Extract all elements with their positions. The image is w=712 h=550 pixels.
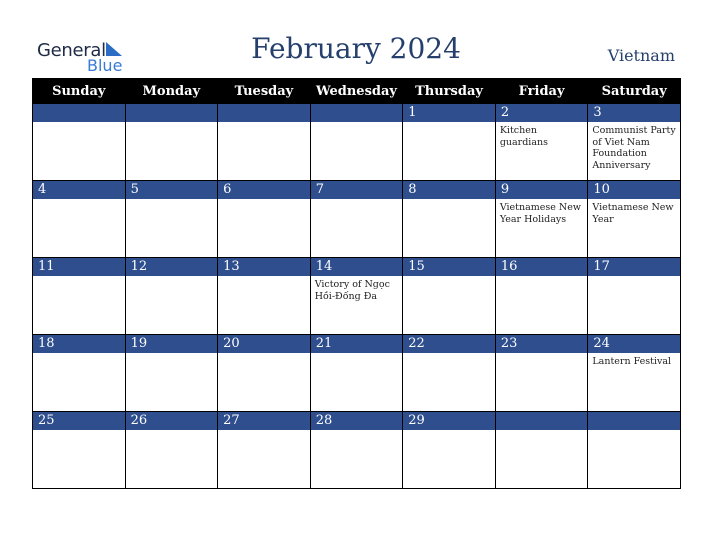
day-number: 21 <box>311 335 403 353</box>
day-number: 20 <box>218 335 310 353</box>
day-cell <box>310 258 403 335</box>
day-number <box>218 104 310 122</box>
holiday-event <box>311 430 403 488</box>
day-number: 24 <box>588 335 680 353</box>
day-number <box>588 412 680 430</box>
holiday-event: Kitchen guardians <box>499 125 548 148</box>
holiday-event: Vietnamese New Year Holidays <box>499 202 581 225</box>
holiday-event <box>126 353 218 411</box>
holiday-event <box>33 430 125 488</box>
holiday-event <box>496 430 588 488</box>
day-cell <box>403 258 496 335</box>
day-number <box>311 104 403 122</box>
weekday-tuesday: Tuesday <box>218 79 311 104</box>
day-number: 6 <box>218 181 310 199</box>
page-title: February 2024 <box>251 32 461 65</box>
day-number: 13 <box>218 258 310 276</box>
day-number: 18 <box>33 335 125 353</box>
holiday-event <box>588 430 680 488</box>
holiday-event <box>311 199 403 257</box>
day-number: 3 <box>588 104 680 122</box>
holiday-event <box>496 276 588 334</box>
holiday-event <box>33 199 125 257</box>
holiday-event: Communist Party of Viet Nam Foundation Anniversary <box>592 125 676 171</box>
holiday-event: Vietnamese New Year <box>592 202 674 225</box>
day-number: 9 <box>496 181 588 199</box>
holiday-event <box>218 353 310 411</box>
day-cell <box>403 412 496 489</box>
day-cell <box>495 258 588 335</box>
holiday-event <box>403 276 495 334</box>
day-cell <box>218 412 311 489</box>
day-number: 4 <box>33 181 125 199</box>
day-cell <box>310 104 403 181</box>
day-cell <box>403 104 496 181</box>
day-cell <box>218 258 311 335</box>
day-cell <box>495 412 588 489</box>
holiday-event <box>218 430 310 488</box>
holiday-event <box>126 276 218 334</box>
week-row <box>33 412 681 489</box>
holiday-event <box>403 199 495 257</box>
day-cell <box>495 181 588 258</box>
day-number: 27 <box>218 412 310 430</box>
day-cell <box>33 335 126 412</box>
day-number <box>126 104 218 122</box>
logo-text-general: General <box>37 40 106 61</box>
weekday-monday: Monday <box>125 79 218 104</box>
holiday-event <box>403 122 495 180</box>
day-cell <box>588 258 681 335</box>
day-cell <box>33 104 126 181</box>
day-cell <box>125 412 218 489</box>
day-number: 25 <box>33 412 125 430</box>
holiday-event <box>126 199 218 257</box>
day-cell <box>33 412 126 489</box>
day-cell <box>310 335 403 412</box>
day-number: 11 <box>33 258 125 276</box>
holiday-event <box>218 122 310 180</box>
holiday-event <box>33 122 125 180</box>
calendar-grid <box>32 78 681 489</box>
day-cell <box>125 258 218 335</box>
day-number: 17 <box>588 258 680 276</box>
day-cell <box>588 104 681 181</box>
day-number: 19 <box>126 335 218 353</box>
day-cell <box>310 181 403 258</box>
weekday-friday: Friday <box>495 79 588 104</box>
day-cell <box>588 335 681 412</box>
day-cell <box>125 104 218 181</box>
holiday-event <box>403 353 495 411</box>
day-cell <box>218 181 311 258</box>
holiday-event <box>33 276 125 334</box>
holiday-event: Victory of Ngọc Hồi-Đống Đa <box>314 279 390 302</box>
day-cell <box>33 258 126 335</box>
day-number: 22 <box>403 335 495 353</box>
day-number: 16 <box>496 258 588 276</box>
day-number <box>496 412 588 430</box>
day-number: 8 <box>403 181 495 199</box>
weekday-header-row <box>33 79 681 104</box>
day-number: 2 <box>496 104 588 122</box>
day-cell <box>588 181 681 258</box>
day-cell <box>218 104 311 181</box>
weekday-wednesday: Wednesday <box>310 79 403 104</box>
week-row <box>33 104 681 181</box>
holiday-event <box>496 353 588 411</box>
logo-text-blue: Blue <box>87 56 123 75</box>
holiday-event: Lantern Festival <box>592 356 672 367</box>
day-number: 10 <box>588 181 680 199</box>
day-cell <box>33 181 126 258</box>
day-number: 29 <box>403 412 495 430</box>
holiday-event <box>311 353 403 411</box>
holiday-event <box>33 353 125 411</box>
weekday-saturday: Saturday <box>588 79 681 104</box>
day-cell <box>310 412 403 489</box>
day-cell <box>403 181 496 258</box>
day-number: 12 <box>126 258 218 276</box>
day-cell <box>588 412 681 489</box>
day-number: 7 <box>311 181 403 199</box>
day-number: 5 <box>126 181 218 199</box>
day-number: 15 <box>403 258 495 276</box>
day-number: 23 <box>496 335 588 353</box>
day-cell <box>403 335 496 412</box>
day-number <box>33 104 125 122</box>
week-row <box>33 335 681 412</box>
day-number: 26 <box>126 412 218 430</box>
holiday-event <box>126 122 218 180</box>
weekday-thursday: Thursday <box>403 79 496 104</box>
week-row <box>33 181 681 258</box>
weekday-sunday: Sunday <box>33 79 126 104</box>
day-cell <box>125 335 218 412</box>
country-label: Vietnam <box>607 46 675 65</box>
day-cell <box>218 335 311 412</box>
week-row <box>33 258 681 335</box>
day-number: 1 <box>403 104 495 122</box>
holiday-event <box>126 430 218 488</box>
holiday-event <box>218 276 310 334</box>
holiday-event <box>588 276 680 334</box>
holiday-event <box>403 430 495 488</box>
day-number: 14 <box>311 258 403 276</box>
holiday-event <box>311 122 403 180</box>
day-cell <box>125 181 218 258</box>
holiday-event <box>218 199 310 257</box>
day-number: 28 <box>311 412 403 430</box>
day-cell <box>495 335 588 412</box>
day-cell <box>495 104 588 181</box>
